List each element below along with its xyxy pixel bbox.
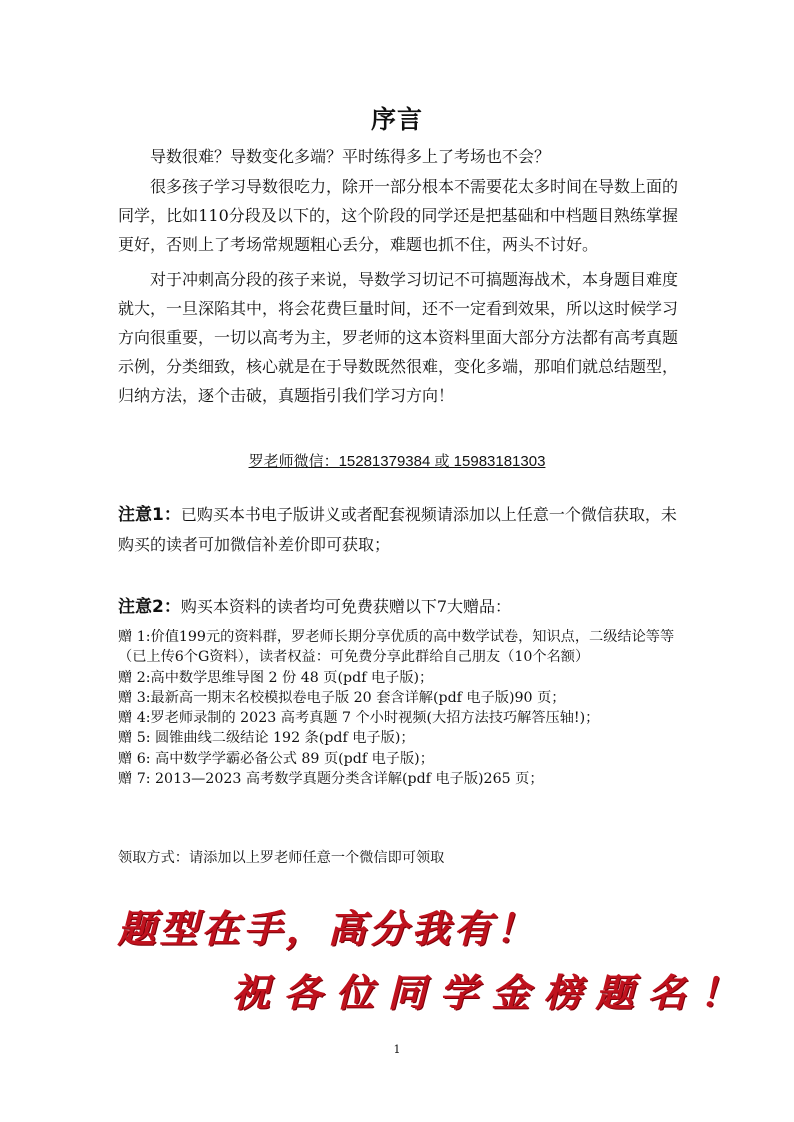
note-2 xyxy=(118,592,678,622)
note-2-text: 购买本资料的读者均可免费获赠以下7大赠品： xyxy=(180,597,512,616)
gift-item: 赠 6: 高中数学学霸必备公式 89 页(pdf 电子版)； xyxy=(118,750,434,767)
gift-item: 赠 3:最新高一期末名校模拟卷电子版 20 套含详解(pdf 电子版)90 页； xyxy=(118,689,566,706)
gift-item: 赠 4:罗老师录制的 2023 高考真题 7 个小时视频(大招方法技巧解答压轴!)； xyxy=(118,710,600,727)
intro-paragraph-2: 很多孩子学习导数很吃力，除开一部分根本不需要花太多时间在导数上面的同学，比如110分段及以下的，这个阶段的同学还是把基础和中档题目熟练掌握更好，否则上了考场常规题粗心丢分，难题也抓不住，两头不讨好。 xyxy=(118,177,679,254)
intro-paragraph-3: 对于冲刺高分段的孩子来说，导数学习切记不可搞题海战术，本身题目难度就大，一旦深陷其中，将会花费巨量时间，还不一定看到效果，所以这时候学习方向很重要，一切以高考为主，罗老师的这本资料里面大部分方法都有高考真题示例，分类细致，核心就是在于导数既然很难，变化多端，那咱们就总结题型，归纳方法，逐个击破，真题指引我们学习方向！ xyxy=(118,270,679,405)
gift-list xyxy=(118,627,678,789)
page-number: 1 xyxy=(393,1043,401,1056)
gift-item: 赠 7: 2013—2023 高考数学真题分类含详解(pdf 电子版)265 页； xyxy=(118,771,544,788)
page-title: 序言 xyxy=(370,105,423,134)
intro-paragraph-1: 导数很难？导数变化多端？平时练得多上了考场也不会？ xyxy=(150,147,551,166)
wechat-contact: 罗老师微信：15281379384 或 15983181303 xyxy=(248,453,546,470)
note-2-heading: 注意2： xyxy=(118,597,181,617)
slogan-line-2: 祝各位同学金榜题名！ xyxy=(232,970,753,1015)
slogan-line-1: 题型在手，高分我有！ xyxy=(118,906,539,951)
note-1-heading: 注意1： xyxy=(118,505,181,525)
gift-item: 赠 2:高中数学思维导图 2 份 48 页(pdf 电子版)； xyxy=(118,669,434,686)
gift-item: 赠 1:价值199元的资料群，罗老师长期分享优质的高中数学试卷，知识点，二级结论等等（已上传6个G资料），读者权益：可免费分享此群给自己朋友（10个名额） xyxy=(118,629,675,666)
note-1-text: 已购买本书电子版讲义或者配套视频请添加以上任意一个微信获取，未购买的读者可加微信补差价即可获取； xyxy=(118,505,677,554)
note-1 xyxy=(118,500,678,560)
claim-instructions: 领取方式：请添加以上罗老师任意一个微信即可领取 xyxy=(118,850,445,866)
gift-item: 赠 5: 圆锥曲线二级结论 192 条(pdf 电子版)； xyxy=(118,730,415,747)
